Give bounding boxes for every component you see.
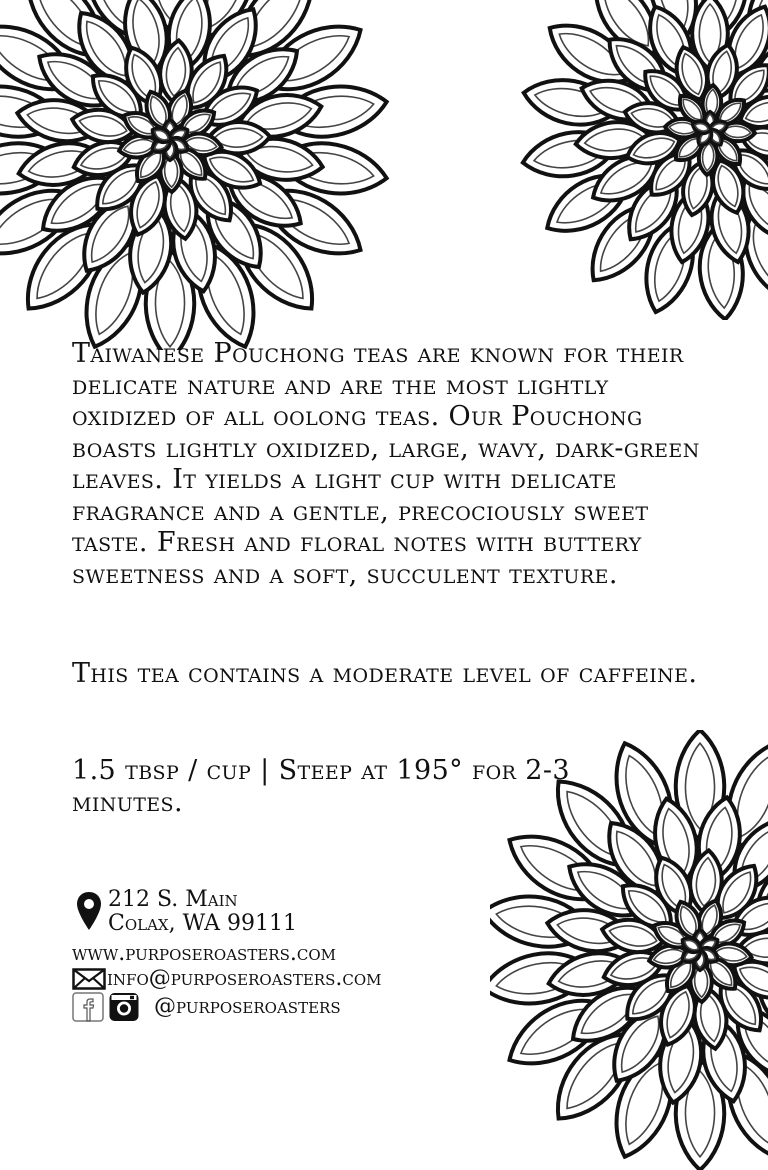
map-pin-icon (76, 891, 102, 931)
facebook-icon[interactable] (72, 992, 104, 1022)
address-block (76, 888, 297, 936)
caffeine-note: This tea contains a moderate level of caffeine. (72, 658, 698, 689)
flower-illustration-top-right (510, 0, 768, 320)
flower-illustration-top-left (0, 0, 400, 350)
instagram-icon[interactable] (108, 992, 140, 1022)
tea-description: Taiwanese Pouchong teas are known for their delicate nature and are the most lightly oxidized of all oolong teas. Our Pouchong boasts lightly oxidized, large, wavy, dark-green leaves. It yields a light cup with delicate fragrance and a gentle, precociously sweet taste. Fresh and floral notes with buttery sweetness and a soft, succulent texture. (72, 338, 700, 590)
steeping-instructions: 1.5 tbsp / cup | Steep at 195° for 2-3 minutes. (72, 755, 570, 818)
address-line-2: Colax, WA 99111 (108, 911, 297, 936)
email-row (72, 967, 382, 991)
address-line-1: 212 S. Main (108, 887, 238, 912)
email-link[interactable]: info@purposeroasters.com (107, 966, 382, 991)
social-handle: @purposeroasters (154, 994, 341, 1019)
envelope-icon (72, 968, 106, 990)
website-link[interactable]: www.purposeroasters.com (72, 941, 336, 966)
social-row (72, 992, 341, 1022)
